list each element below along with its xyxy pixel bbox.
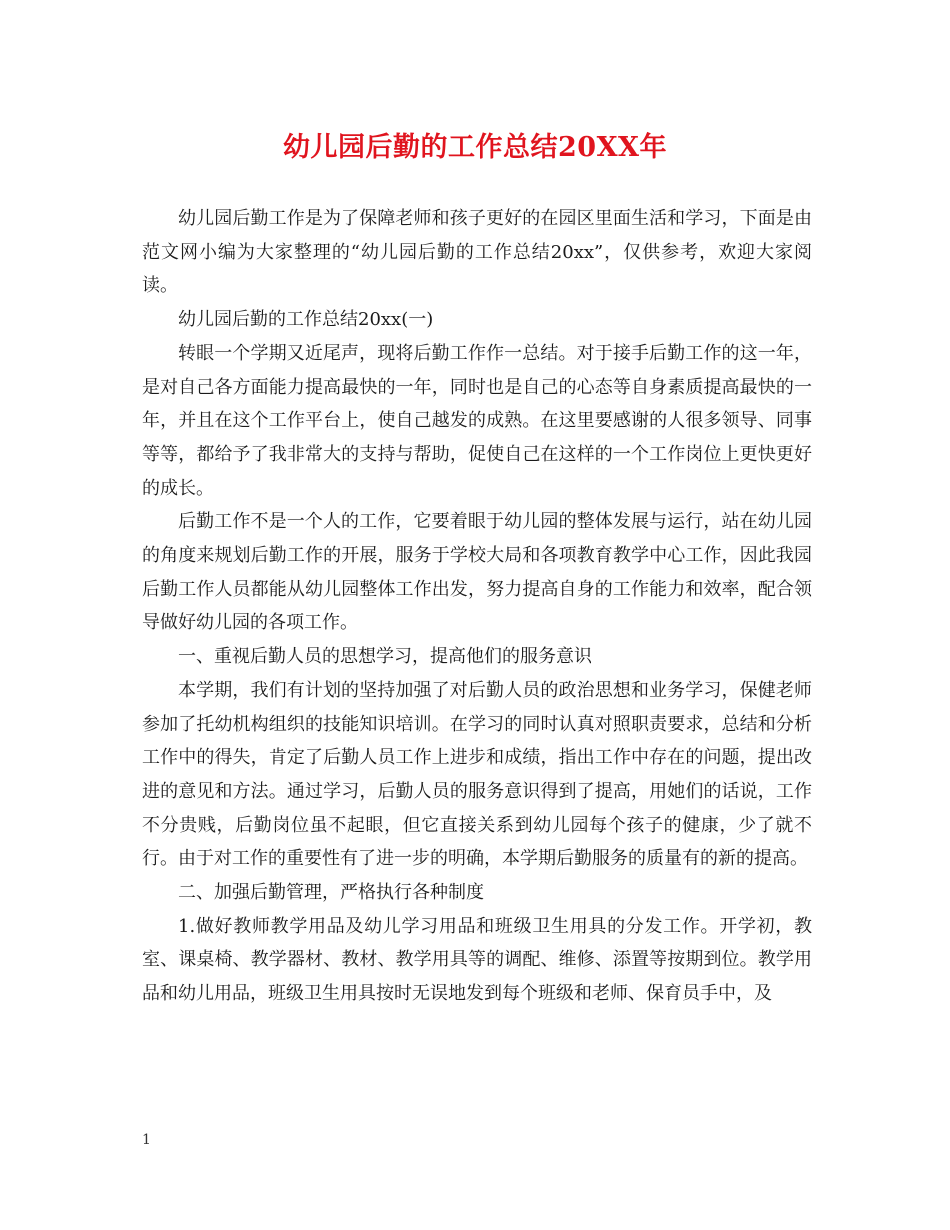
section-heading-part-one: 幼儿园后勤的工作总结20xx(一) <box>178 309 434 331</box>
section-heading-1: 一、重视后勤人员的思想学习，提高他们的服务意识 <box>178 646 592 668</box>
paragraph-supplies: 1.做好教师教学用品及幼儿学习用品和班级卫生用具的分发工作。开学初，教室、课桌椅、教学器材、教材、教学用具等的调配、维修、添置等按期到位。教学用品和幼儿用品，班级卫生用具按时无误地发到每个班级和老师、保育员手中，及 <box>142 915 812 1005</box>
paragraph-overview: 后勤工作不是一个人的工作，它要着眼于幼儿园的整体发展与运行，站在幼儿园的角度来规划后勤工作的开展，服务于学校大局和各项教育教学中心工作，因此我园后勤工作人员都能从幼儿园整体工作出发，努力提高自身的工作能力和效率，配合领导做好幼儿园的各项工作。 <box>142 511 812 634</box>
document-body <box>142 202 812 1011</box>
paragraph-opening: 转眼一个学期又近尾声，现将后勤工作作一总结。对于接手后勤工作的这一年，是对自己各方面能力提高最快的一年，同时也是自己的心态等自身素质提高最快的一年，并且在这个工作平台上，使自己越发的成熟。在这里要感谢的人很多领导、同事等等，都给予了我非常大的支持与帮助，促使自己在这样的一个工作岗位上更快更好的成长。 <box>142 342 812 499</box>
paragraph-intro: 幼儿园后勤工作是为了保障老师和孩子更好的在园区里面生活和学习，下面是由范文网小编为大家整理的“幼儿园后勤的工作总结20xx”，仅供参考，欢迎大家阅读。 <box>142 208 812 297</box>
page-number: 1 <box>142 1132 151 1148</box>
paragraph-study: 本学期，我们有计划的坚持加强了对后勤人员的政治思想和业务学习，保健老师参加了托幼机构组织的技能知识培训。在学习的同时认真对照职责要求，总结和分析工作中的得失，肯定了后勤人员工作上进步和成绩，指出工作中存在的问题，提出改进的意见和方法。通过学习，后勤人员的服务意识得到了提高，用她们的话说，工作不分贵贱，后勤岗位虽不起眼，但它直接关系到幼儿园每个孩子的健康，少了就不行。由于对工作的重要性有了进一步的明确，本学期后勤服务的质量有的新的提高。 <box>142 679 812 870</box>
page-title: 幼儿园后勤的工作总结20XX年 <box>283 132 667 163</box>
section-heading-2: 二、加强后勤管理，严格执行各种制度 <box>178 882 484 904</box>
